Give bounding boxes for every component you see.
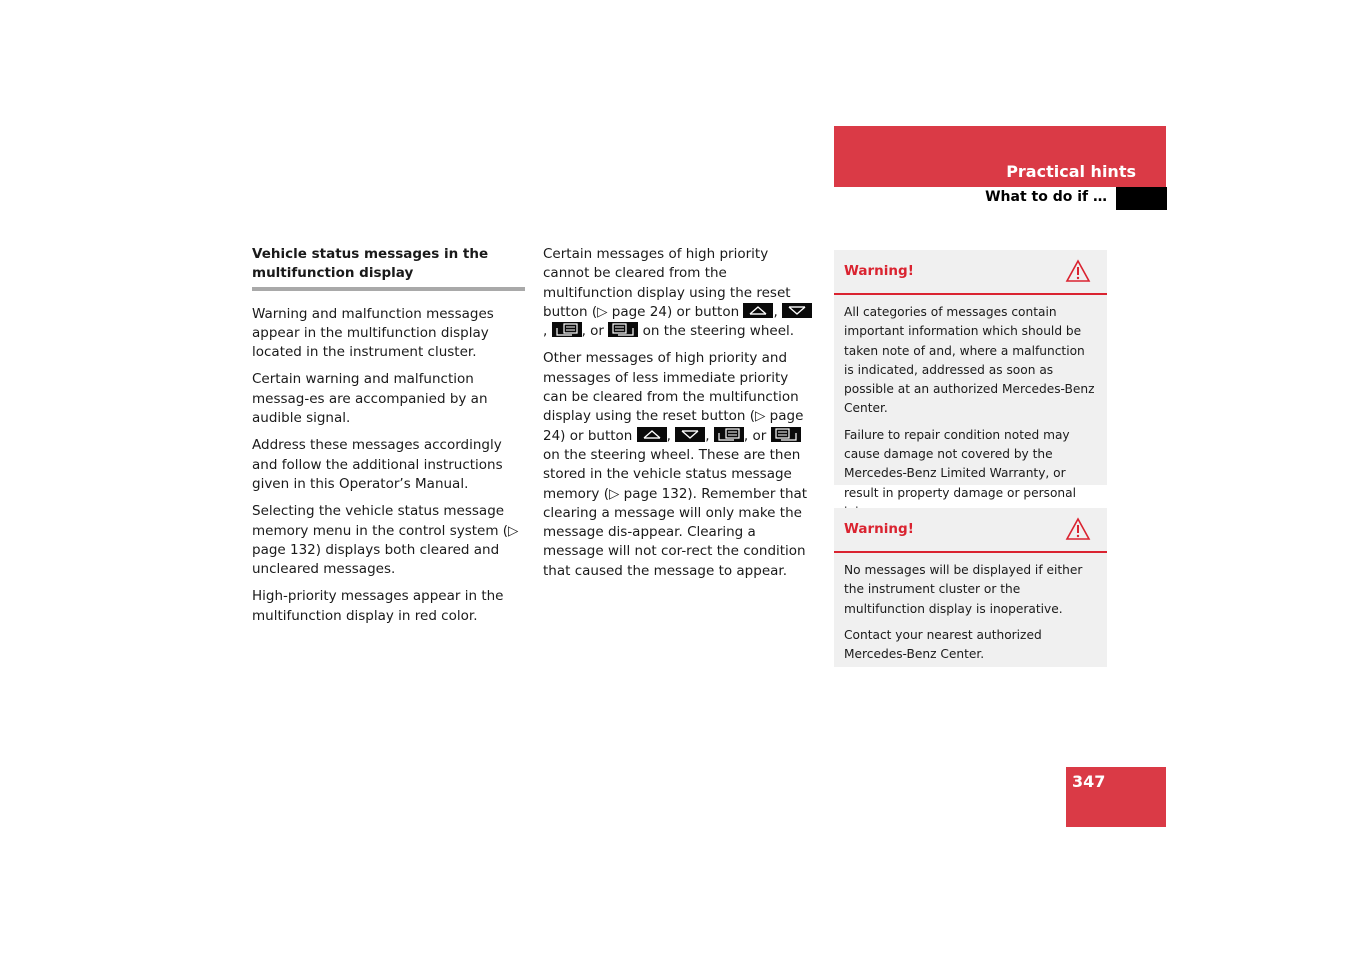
separator: , <box>666 427 671 444</box>
paragraph: Address these messages accordingly and follow the additional instructions given in this Operator’s Manual. <box>252 437 503 492</box>
page-forward-icon <box>552 322 582 337</box>
warning-title: Warning! <box>844 263 914 279</box>
paragraph: High-priority messages appear in the multifunction display in red color. <box>252 588 504 624</box>
warning-header <box>834 250 1107 295</box>
warning-title: Warning! <box>844 521 914 537</box>
middle-column <box>543 245 813 589</box>
left-column <box>252 245 525 634</box>
separator: , or <box>581 323 604 340</box>
section-title: Practical hints <box>1006 162 1136 181</box>
paragraph <box>543 349 813 581</box>
text: on the steering wheel. <box>642 323 795 340</box>
page-back-icon <box>771 427 801 442</box>
text: Other messages of high priority and messages of less immediate priority can be cleared from the multifunction display using the reset button (▷ page 24) or button <box>543 350 804 444</box>
warning-body <box>834 295 1107 522</box>
warning-body <box>834 553 1107 664</box>
page-back-icon <box>608 322 638 337</box>
page-forward-icon <box>714 427 744 442</box>
text: on the steering wheel. These are then stored in the vehicle status message memory (▷ page 132). Remember that clearing a message will only make the message dis-appear. Clearing a message will not cor-rect the condition that caused the message to appear. <box>543 446 808 579</box>
warning-box <box>834 508 1107 667</box>
warning-paragraph: Contact your nearest authorized Mercedes-Benz Center. <box>844 627 1042 662</box>
page-number: 347 <box>1072 772 1106 791</box>
warning-triangle-icon <box>1065 517 1091 545</box>
warning-paragraph: Failure to repair condition noted may cause damage not covered by the Mercedes-Benz Limited Warranty, or result in property damage or personal <box>844 427 1077 500</box>
warning-paragraph: All categories of messages contain important information which should be taken note of and, where a malfunction is indicated, addressed as soon as possible at an authorized Mercedes-Benz Center. <box>844 305 1095 416</box>
chapter-tab <box>1116 187 1167 210</box>
paragraph: Warning and malfunction messages appear in the multifunction display located in the instrument cluster. <box>252 305 494 361</box>
down-arrow-icon <box>782 303 812 318</box>
warning-paragraph: No messages will be displayed if either the instrument cluster or the multifunction display is inoperative. <box>844 563 1083 616</box>
section-heading: Vehicle status messages in the multifunction display <box>252 245 525 291</box>
warning-box <box>834 250 1107 500</box>
separator: , <box>543 323 548 340</box>
paragraph <box>543 245 813 341</box>
up-arrow-icon <box>637 427 667 442</box>
separator: , <box>705 427 710 444</box>
paragraph: Selecting the vehicle status message memory menu in the control system (▷ page 132) displays both cleared and uncleared messages. <box>252 503 519 578</box>
warning-triangle-icon <box>1065 259 1091 287</box>
subsection-title: What to do if … <box>985 189 1107 205</box>
down-arrow-icon <box>675 427 705 442</box>
page-number-box <box>1066 767 1166 827</box>
text: Certain messages of high priority cannot be cleared from the multifunction display using the reset button (▷ page 24) or button <box>543 246 791 320</box>
warning-header <box>834 508 1107 553</box>
up-arrow-icon <box>743 303 773 318</box>
separator: , or <box>743 427 767 444</box>
paragraph: Certain warning and malfunction messag-es are accompanied by an audible signal. <box>252 371 488 427</box>
header-banner <box>834 126 1166 187</box>
separator: , <box>773 303 778 320</box>
